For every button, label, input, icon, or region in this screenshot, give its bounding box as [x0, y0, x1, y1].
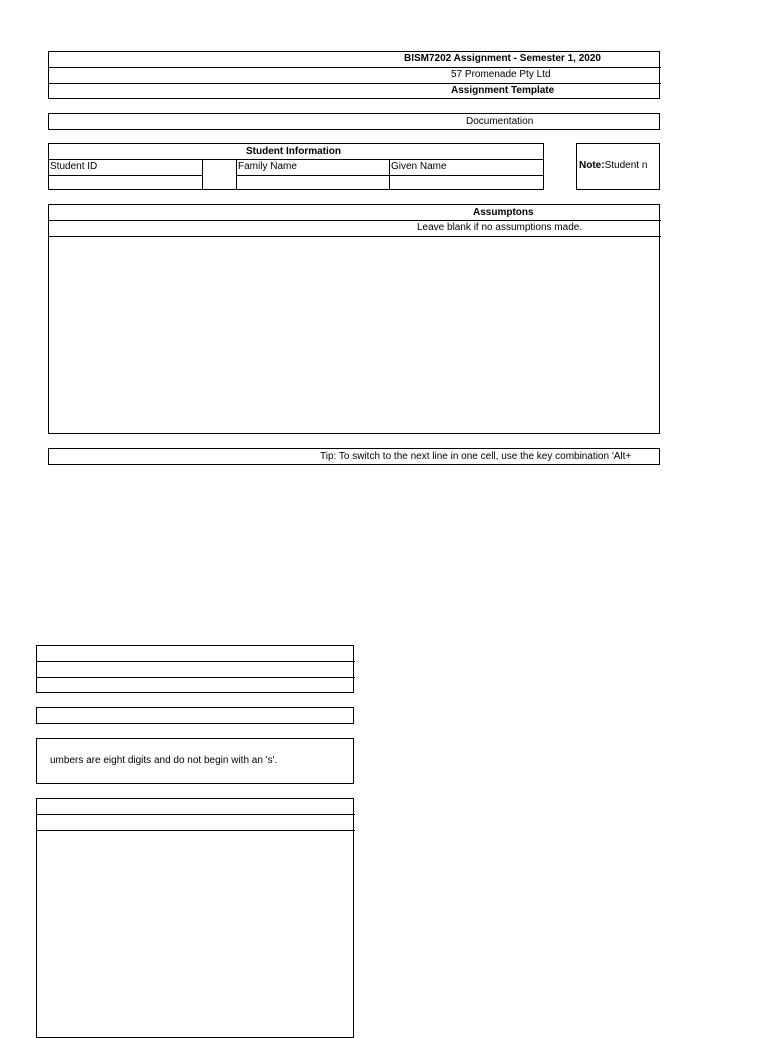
- company-name: 57 Promenade Pty Ltd: [451, 69, 551, 80]
- student-info-col-sep-1: [202, 159, 203, 190]
- lower-assumptions-divider-2: [37, 830, 355, 831]
- note-body: Student n: [604, 160, 648, 171]
- documentation-row: [48, 113, 660, 130]
- lower-note-text: umbers are eight digits and do not begin with an 's'.: [50, 755, 278, 766]
- family-name-field[interactable]: [238, 175, 388, 189]
- lower-header-block: [36, 645, 354, 693]
- given-name-header: Given Name: [391, 161, 447, 172]
- student-id-field[interactable]: [50, 175, 200, 189]
- lower-doc-row: [36, 707, 354, 724]
- lower-assumptions-block: [36, 798, 354, 1038]
- assumptions-hint: Leave blank if no assumptions made.: [417, 222, 583, 233]
- assumptions-divider-2: [49, 236, 661, 237]
- student-info-col-sep-3: [389, 159, 390, 190]
- assumptions-input[interactable]: [52, 238, 652, 428]
- lower-header-divider-1: [37, 661, 355, 662]
- student-info-col-sep-2: [236, 159, 237, 190]
- student-id-header: Student ID: [50, 161, 98, 172]
- assumptions-heading: Assumptons: [473, 207, 534, 218]
- given-name-field[interactable]: [391, 175, 541, 189]
- lower-header-divider-2: [37, 677, 355, 678]
- documentation-label: Documentation: [466, 116, 534, 127]
- student-info-heading: Student Information: [246, 146, 341, 157]
- family-name-header: Family Name: [238, 161, 297, 172]
- header-divider-1: [49, 67, 661, 68]
- template-title: Assignment Template: [451, 85, 555, 96]
- header-divider-2: [49, 83, 661, 84]
- note-label: Note:: [579, 160, 605, 171]
- lower-assumptions-divider-1: [37, 814, 355, 815]
- note-text: [579, 159, 647, 173]
- assignment-title: BISM7202 Assignment - Semester 1, 2020: [404, 53, 601, 64]
- tip-text: Tip: To switch to the next line in one cell, use the key combination 'Alt+: [320, 451, 632, 462]
